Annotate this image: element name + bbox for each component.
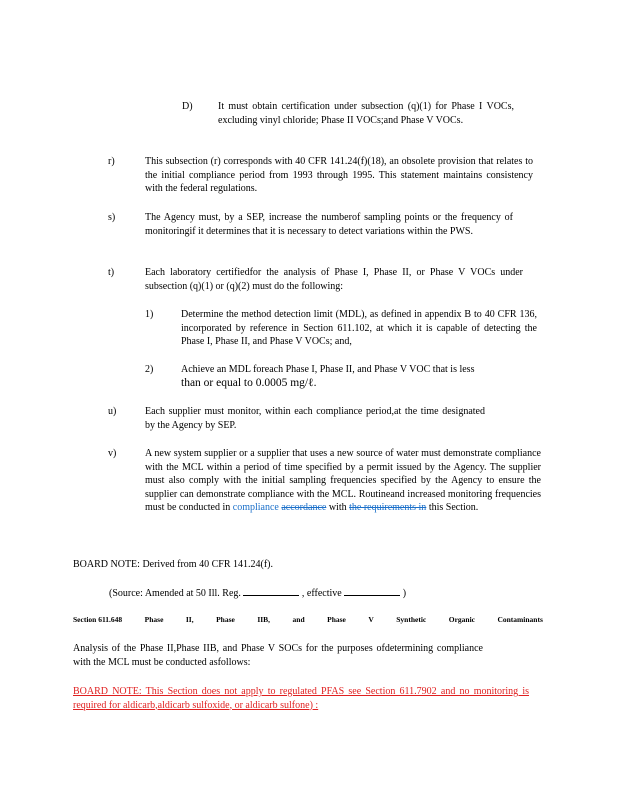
section-word: V xyxy=(368,615,374,624)
section-word: Phase xyxy=(216,615,235,624)
source-suffix: ) xyxy=(402,588,407,599)
item-label-t1: 1) xyxy=(145,309,154,320)
section-word: Contaminants xyxy=(497,615,543,624)
reg-blank xyxy=(243,586,299,596)
section-word: IIB, xyxy=(257,615,271,624)
item-text-v xyxy=(145,447,541,515)
red-board-note: BOARD NOTE: This Section does not apply to regulated PFAS see Section 611.7902 and no monitoring is required for aldicarb,aldicarb sulfoxide, or aldicarb sulfone) : xyxy=(73,686,529,711)
section-heading xyxy=(73,615,543,624)
item-label-D: D) xyxy=(182,101,193,112)
item-label-v: v) xyxy=(108,448,117,459)
analysis-paragraph: Analysis of the Phase II,Phase IIB, and Phase V SOCs for the purposes ofdetermining compliance with the MCL must be conducted asfollows: xyxy=(73,643,483,668)
item-text-v-body: A new system supplier or a supplier that uses a new source of water must demonstrate compliance with the MCL within a period of time specified by a permit issued by the Agency. The supplier must also comply with the initial sampling frequencies specified by the Agency to ensure the supplier can demonstrate compliance with the MCL. Routineand increased monitoring frequencies must be conducted in xyxy=(145,448,541,513)
source-effective: , effective xyxy=(301,588,342,599)
section-word: Phase xyxy=(327,615,346,624)
item-text-v-end: this Section. xyxy=(428,502,479,513)
item-label-u: u) xyxy=(108,406,117,417)
item-text-D: It must obtain certification under subsection (q)(1) for Phase I VOCs, excluding vinyl chloride; Phase II VOCs;and Phase V VOCs. xyxy=(218,101,514,126)
item-text-s: The Agency must, by a SEP, increase the numberof sampling points or the frequency of monitoringif it determines that it is necessary to detect variations within the PWS. xyxy=(145,212,513,237)
item-label-t: t) xyxy=(108,267,115,278)
inserted-text: compliance xyxy=(232,502,279,513)
item-text-t2-line1: Achieve an MDL foreach Phase I, Phase II, and Phase V VOC that is less xyxy=(181,364,475,375)
section-word: Phase xyxy=(144,615,164,624)
item-text-t2-line2: than or equal to 0.0005 mg/ℓ. xyxy=(181,376,317,389)
item-text-v-middle: with xyxy=(328,502,347,513)
item-text-t: Each laboratory certifiedfor the analysis of Phase I, Phase II, or Phase V VOCs under subsection (q)(1) or (q)(2) must do the following: xyxy=(145,267,523,292)
item-label-t2: 2) xyxy=(145,364,154,375)
item-label-r: r) xyxy=(108,156,115,167)
effective-blank xyxy=(344,586,400,596)
source-prefix: (Source: Amended at 50 Ill. Reg. xyxy=(109,588,241,599)
deleted-text-2: the requirements in xyxy=(349,502,427,513)
section-word: II, xyxy=(185,615,194,624)
section-word: Synthetic xyxy=(396,615,427,624)
deleted-text: accordance xyxy=(281,502,327,513)
item-text-u: Each supplier must monitor, within each compliance period,at the time designated by the Agency by SEP. xyxy=(145,406,485,431)
item-text-t1: Determine the method detection limit (MDL), as defined in appendix B to 40 CFR 136, incorporated by reference in Section 611.102, at which it is capable of detecting the Phase I, Phase II, and Phase V VOCs; and, xyxy=(181,309,537,347)
board-note: BOARD NOTE: Derived from 40 CFR 141.24(f). xyxy=(73,559,273,570)
section-number: Section 611.648 xyxy=(73,615,123,624)
section-word: Organic xyxy=(448,615,475,624)
source-line xyxy=(109,586,529,601)
item-text-r: This subsection (r) corresponds with 40 CFR 141.24(f)(18), an obsolete provision that relates to the initial compliance period from 1993 through 1995. This statement maintains consistency with the federal regulations. xyxy=(145,156,533,194)
item-label-s: s) xyxy=(108,212,116,223)
item-text-t2 xyxy=(181,363,537,390)
section-word: and xyxy=(292,615,305,624)
